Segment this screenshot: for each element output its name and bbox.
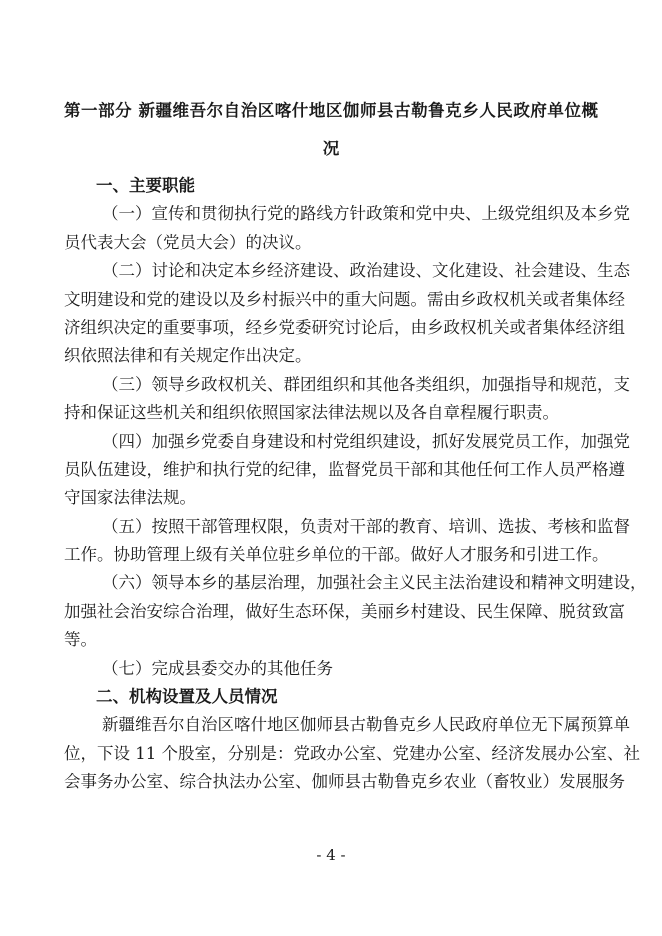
paragraph-line: （七）完成县委交办的其他任务: [102, 658, 333, 678]
section-heading: 一、主要职能: [96, 176, 195, 195]
document-title: 第一部分 新疆维吾尔自治区喀什地区伽师县古勒鲁克乡人民政府单位概: [64, 101, 598, 120]
paragraph-line: 位，下设 11 个股室，分别是：党政办公室、党建办公室、经济发展办公室、社: [64, 743, 640, 763]
paragraph-line: 员队伍建设，维护和执行党的纪律，监督党员干部和其他任何工作人员严格遵: [64, 459, 625, 479]
paragraph-line: 工作。协助管理上级有关单位驻乡单位的干部。做好人才服务和引进工作。: [64, 545, 609, 565]
page-number: - 4 -: [316, 846, 346, 864]
paragraph-line: 员代表大会（党员大会）的决议。: [64, 232, 312, 252]
paragraph-line: 持和保证这些机关和组织依照国家法律法规以及各自章程履行职责。: [64, 403, 559, 423]
paragraph-line: 济组织决定的重要事项，经乡党委研究讨论后，由乡政权机关或者集体经济组: [64, 317, 625, 337]
paragraph-line: 守国家法律法规。: [64, 488, 196, 508]
section-heading: 二、机构设置及人员情况: [96, 687, 278, 707]
paragraph-line: 织依照法律和有关规定作出决定。: [64, 346, 312, 366]
paragraph-line: （二）讨论和决定本乡经济建设、政治建设、文化建设、社会建设、生态: [102, 261, 630, 281]
document-title-continuation: 况: [322, 139, 340, 158]
document-body: [64, 172, 647, 797]
paragraph-line: 加强社会治安综合治理，做好生态环保，美丽乡村建设、民生保障、脱贫致富: [64, 601, 625, 621]
paragraph-line: 会事务办公室、综合执法办公室、伽师县古勒鲁克乡农业（畜牧业）发展服务: [64, 772, 625, 792]
paragraph-line: （三）领导乡政权机关、群团组织和其他各类组织，加强指导和规范，支: [102, 374, 630, 394]
paragraph-line: （四）加强乡党委自身建设和村党组织建设，抓好发展党员工作，加强党: [102, 431, 630, 451]
paragraph-line: 等。: [64, 630, 97, 650]
paragraph-line: （六）领导本乡的基层治理，加强社会主义民主法治建设和精神文明建设，: [102, 573, 647, 593]
paragraph-line: 新疆维吾尔自治区喀什地区伽师县古勒鲁克乡人民政府单位无下属预算单: [102, 715, 630, 735]
paragraph-line: 文明建设和党的建设以及乡村振兴中的重大问题。需由乡政权机关或者集体经: [64, 289, 625, 309]
paragraph-line: （一）宣传和贯彻执行党的路线方针政策和党中央、上级党组织及本乡党: [102, 204, 630, 224]
paragraph-line: （五）按照干部管理权限，负责对干部的教育、培训、选拔、考核和监督: [102, 516, 630, 536]
